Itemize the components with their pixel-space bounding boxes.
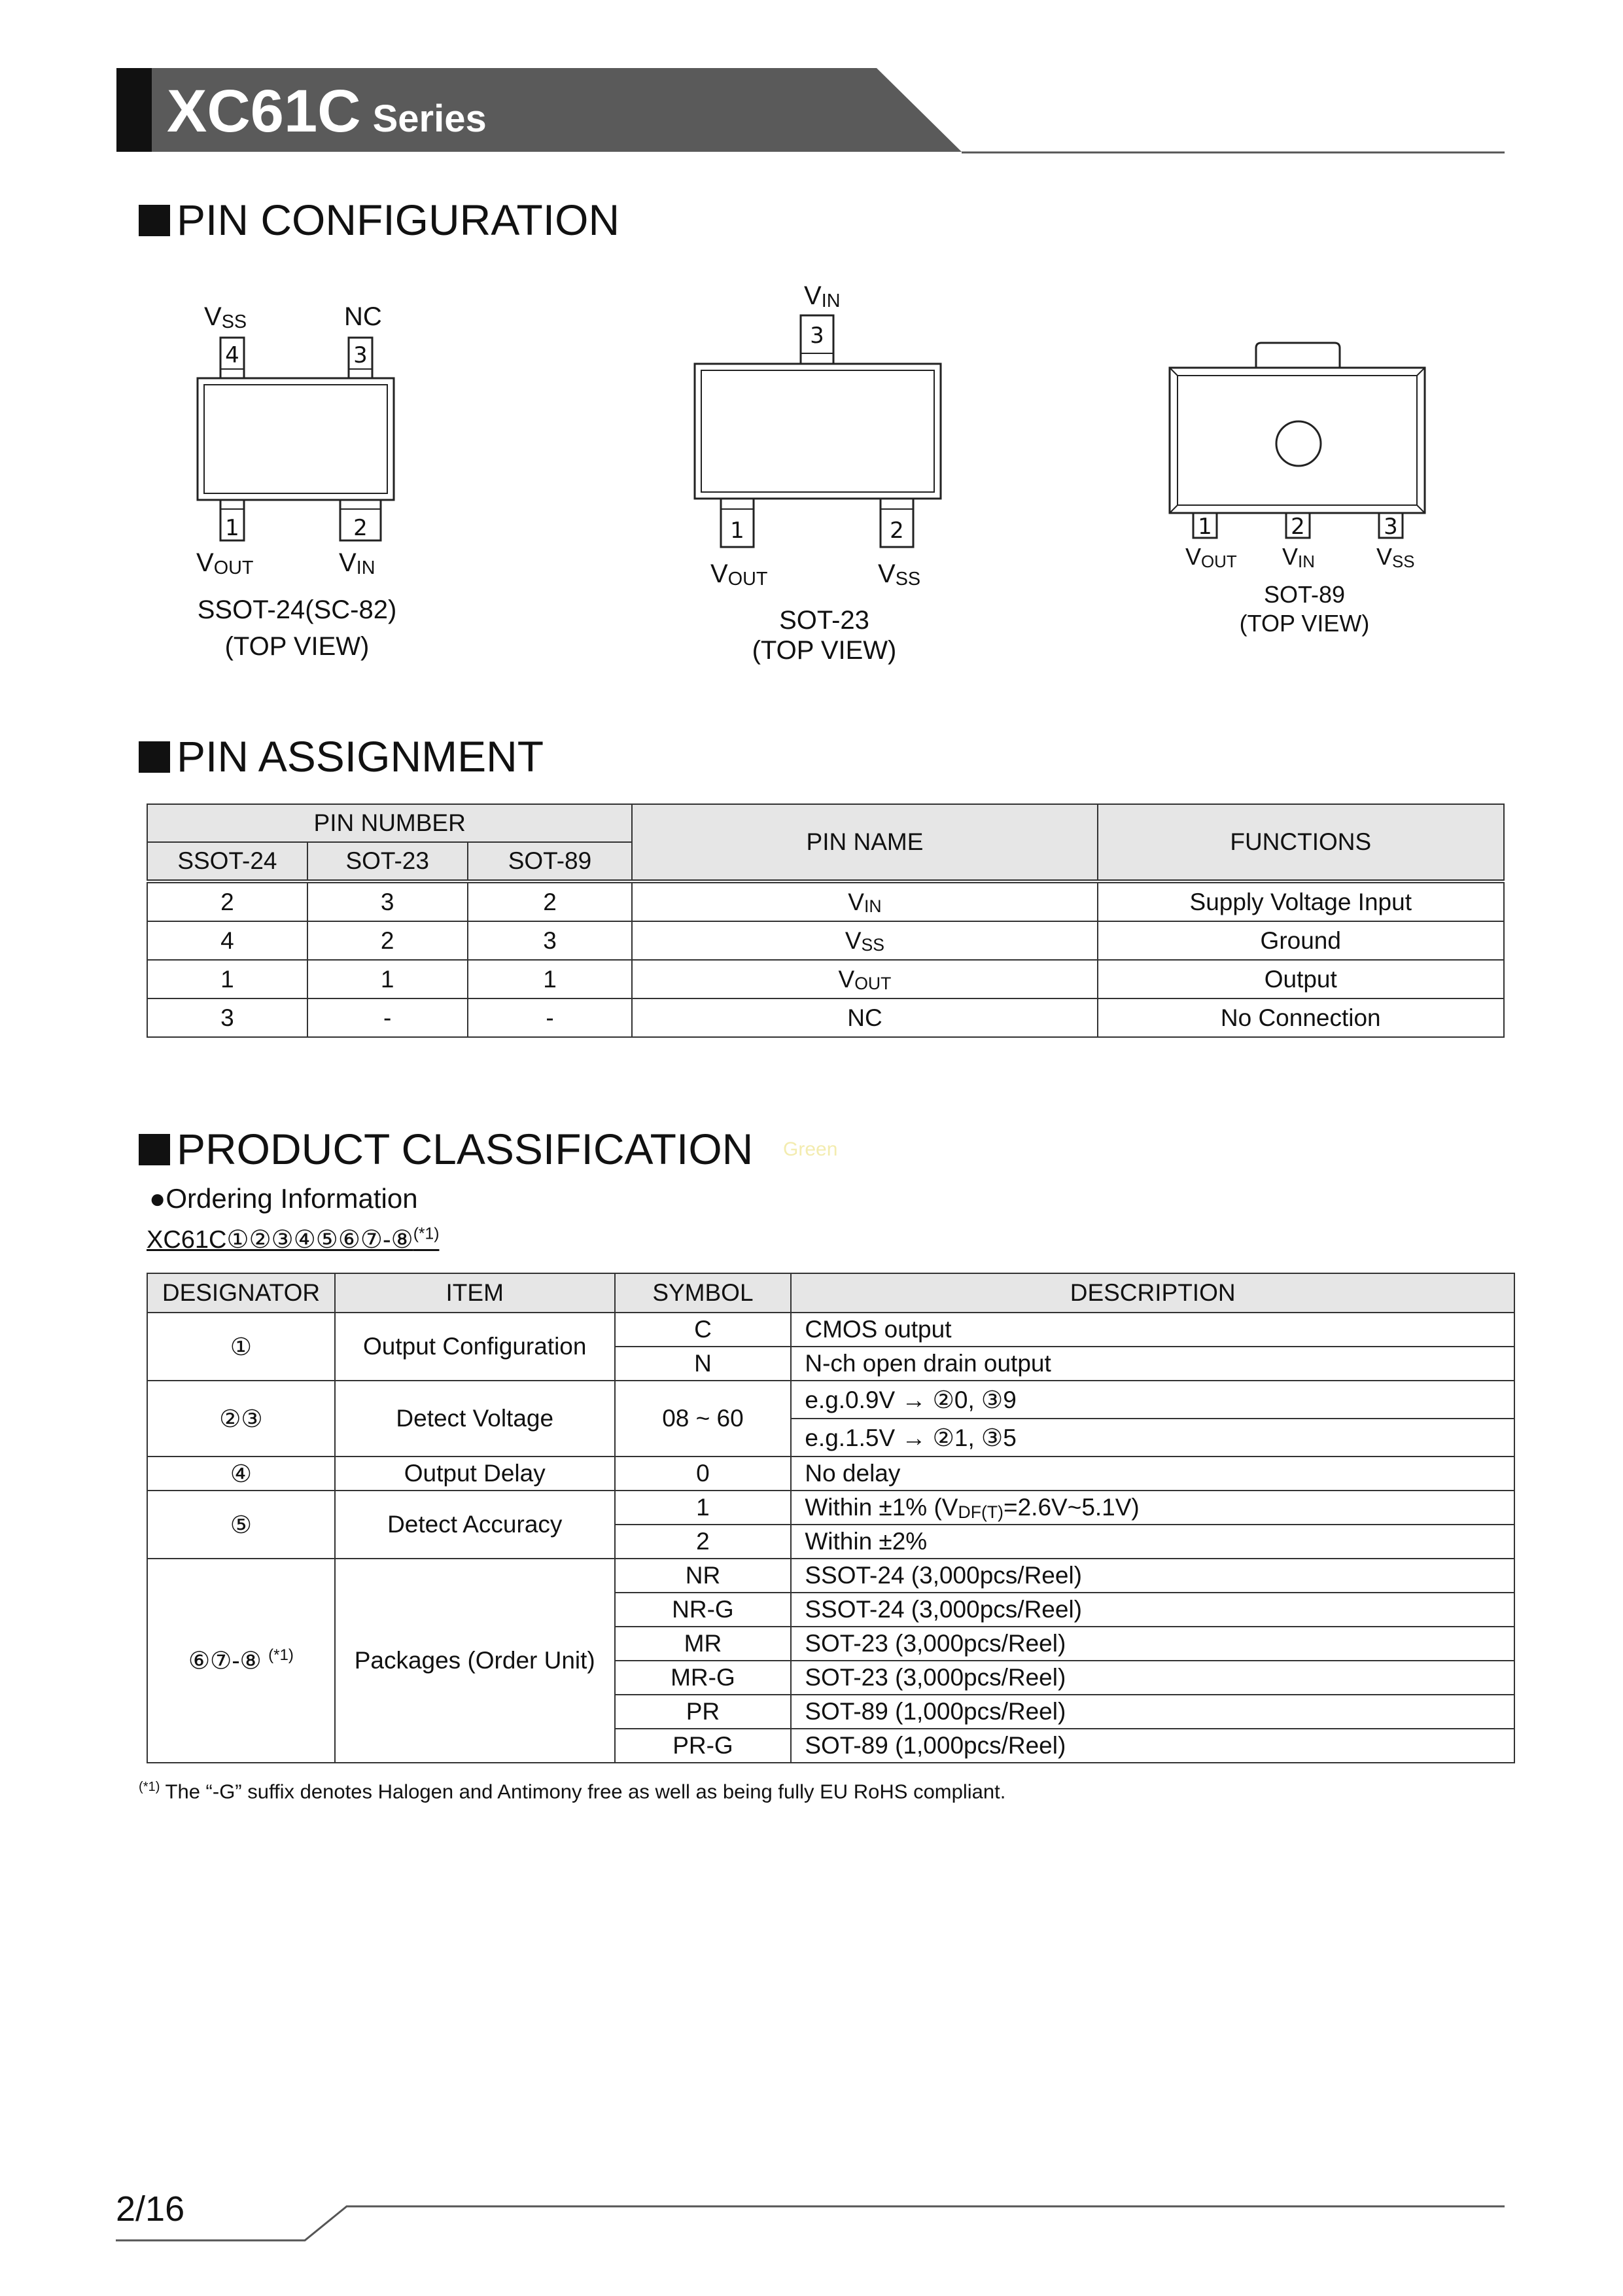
- sot89-vout-label: $V_{OUT}$: [1185, 543, 1237, 571]
- series-code: XC61C: [167, 78, 361, 145]
- table-row: NR-G SSOT-24 (3,000pcs/Reel): [147, 1593, 1514, 1627]
- sot89-pin2-number: 2: [1291, 514, 1305, 540]
- pin-name-header: PIN NAME: [632, 804, 1097, 881]
- table-row: ⑤ Detect Accuracy 1 Within ±1% $(V_{DF(T)}=2.6V\sim 5.1V)$: [147, 1491, 1514, 1525]
- square-bullet-icon: [139, 205, 170, 236]
- table-row: 3 - - NC No Connection: [147, 998, 1504, 1037]
- sot89-pin1-number: 1: [1198, 514, 1212, 540]
- ordering-information-label: ●Ordering Information: [149, 1183, 418, 1214]
- table-row: N N-ch open drain output: [147, 1347, 1514, 1381]
- page-number: 2/16: [116, 2189, 185, 2229]
- table-row: MR SOT-23 (3,000pcs/Reel): [147, 1627, 1514, 1661]
- square-bullet-icon: [139, 1134, 170, 1165]
- ordering-information-table: [147, 1273, 1515, 1763]
- sot23-pin1-number: 1: [730, 518, 744, 544]
- symbol-header: SYMBOL: [615, 1273, 792, 1313]
- sot23-package-name: SOT-23: [779, 606, 869, 635]
- table-row: PR-G SOT-89 (1,000pcs/Reel): [147, 1729, 1514, 1763]
- table-row: e.g.1.5V → ②1, ③5: [147, 1419, 1514, 1457]
- sot23-pin2-number: 2: [890, 518, 904, 544]
- table-row: PR SOT-89 (1,000pcs/Reel): [147, 1695, 1514, 1729]
- sot89-package-name: SOT-89: [1263, 581, 1346, 608]
- ssot24-pin2-number: 2: [353, 515, 368, 541]
- sot89-header: SOT-89: [468, 842, 633, 881]
- sot23-header: SOT-23: [307, 842, 468, 881]
- ssot24-package-name: SSOT-24(SC-82): [197, 595, 397, 624]
- functions-header: FUNCTIONS: [1098, 804, 1504, 881]
- pin-assignment-heading: PIN ASSIGNMENT: [139, 732, 544, 781]
- sot23-vss-label: $V_{SS}$: [878, 559, 921, 590]
- ssot24-header: SSOT-24: [147, 842, 307, 881]
- sot89-vss-label: $V_{SS}$: [1376, 543, 1415, 571]
- ssot24-nc-label: NC: [344, 302, 382, 331]
- table-row: ②③ Detect Voltage 08 ~ 60 e.g.0.9V → ②0, ③9: [147, 1381, 1514, 1419]
- table-row: ④ Output Delay 0 No delay: [147, 1457, 1514, 1491]
- series-title: [167, 77, 487, 146]
- order-code: XC61C①②③④⑤⑥⑦-⑧$^{(*1)}$: [147, 1225, 440, 1254]
- sot89-pin3-number: 3: [1384, 514, 1398, 540]
- ssot24-vin-label: $V_{IN}$: [339, 548, 375, 579]
- item-header: ITEM: [335, 1273, 615, 1313]
- footer-line: [0, 2199, 1623, 2251]
- footnote: $^{(*1)}$ The “-G” suffix denotes Halogen and Antimony free as well as being fully EU RoHS compliant.: [139, 1780, 1006, 1803]
- faint-mark: Green: [783, 1139, 838, 1160]
- table-row: 2 3 2 $V_{IN}$ Supply Voltage Input: [147, 881, 1504, 921]
- ssot24-diagram: [198, 338, 394, 541]
- series-word: Series: [372, 97, 487, 140]
- ssot24-vout-label: $V_{OUT}$: [196, 548, 254, 579]
- sot89-vin-label: $V_{IN}$: [1282, 543, 1315, 571]
- product-classification-heading: PRODUCT CLASSIFICATION: [139, 1124, 753, 1174]
- sot23-vin-label: $V_{IN}$: [804, 281, 841, 312]
- ssot24-pin1-number: 1: [225, 515, 239, 541]
- sot23-view-label: (TOP VIEW): [752, 636, 897, 665]
- sot89-view-label: (TOP VIEW): [1239, 610, 1370, 637]
- sot23-diagram: [695, 315, 941, 547]
- table-row: MR-G SOT-23 (3,000pcs/Reel): [147, 1661, 1514, 1695]
- sot89-diagram: [1170, 343, 1425, 540]
- designator-header: DESIGNATOR: [147, 1273, 335, 1313]
- ssot24-pin3-number: 3: [353, 342, 368, 368]
- sot23-vout-label: $V_{OUT}$: [710, 559, 768, 590]
- table-row: ① Output Configuration C CMOS output: [147, 1313, 1514, 1347]
- table-row: 2 Within ±2%: [147, 1525, 1514, 1559]
- ssot24-vss-label: $V_{SS}$: [204, 302, 247, 333]
- pin-configuration-heading: PIN CONFIGURATION: [139, 195, 620, 245]
- description-header: DESCRIPTION: [791, 1273, 1514, 1313]
- table-row: ⑥⑦-⑧ $^{(*1)}$ Packages (Order Unit) NR SSOT-24 (3,000pcs/Reel): [147, 1559, 1514, 1593]
- pin-number-header: PIN NUMBER: [147, 804, 632, 842]
- pin-assignment-table: [147, 804, 1505, 1038]
- sot23-pin3-number: 3: [810, 323, 824, 349]
- ssot24-view-label: (TOP VIEW): [224, 632, 370, 661]
- ssot24-pin4-number: 4: [225, 342, 239, 368]
- square-bullet-icon: [139, 741, 170, 773]
- table-row: 1 1 1 $V_{OUT}$ Output: [147, 960, 1504, 998]
- table-row: 4 2 3 $V_{SS}$ Ground: [147, 921, 1504, 960]
